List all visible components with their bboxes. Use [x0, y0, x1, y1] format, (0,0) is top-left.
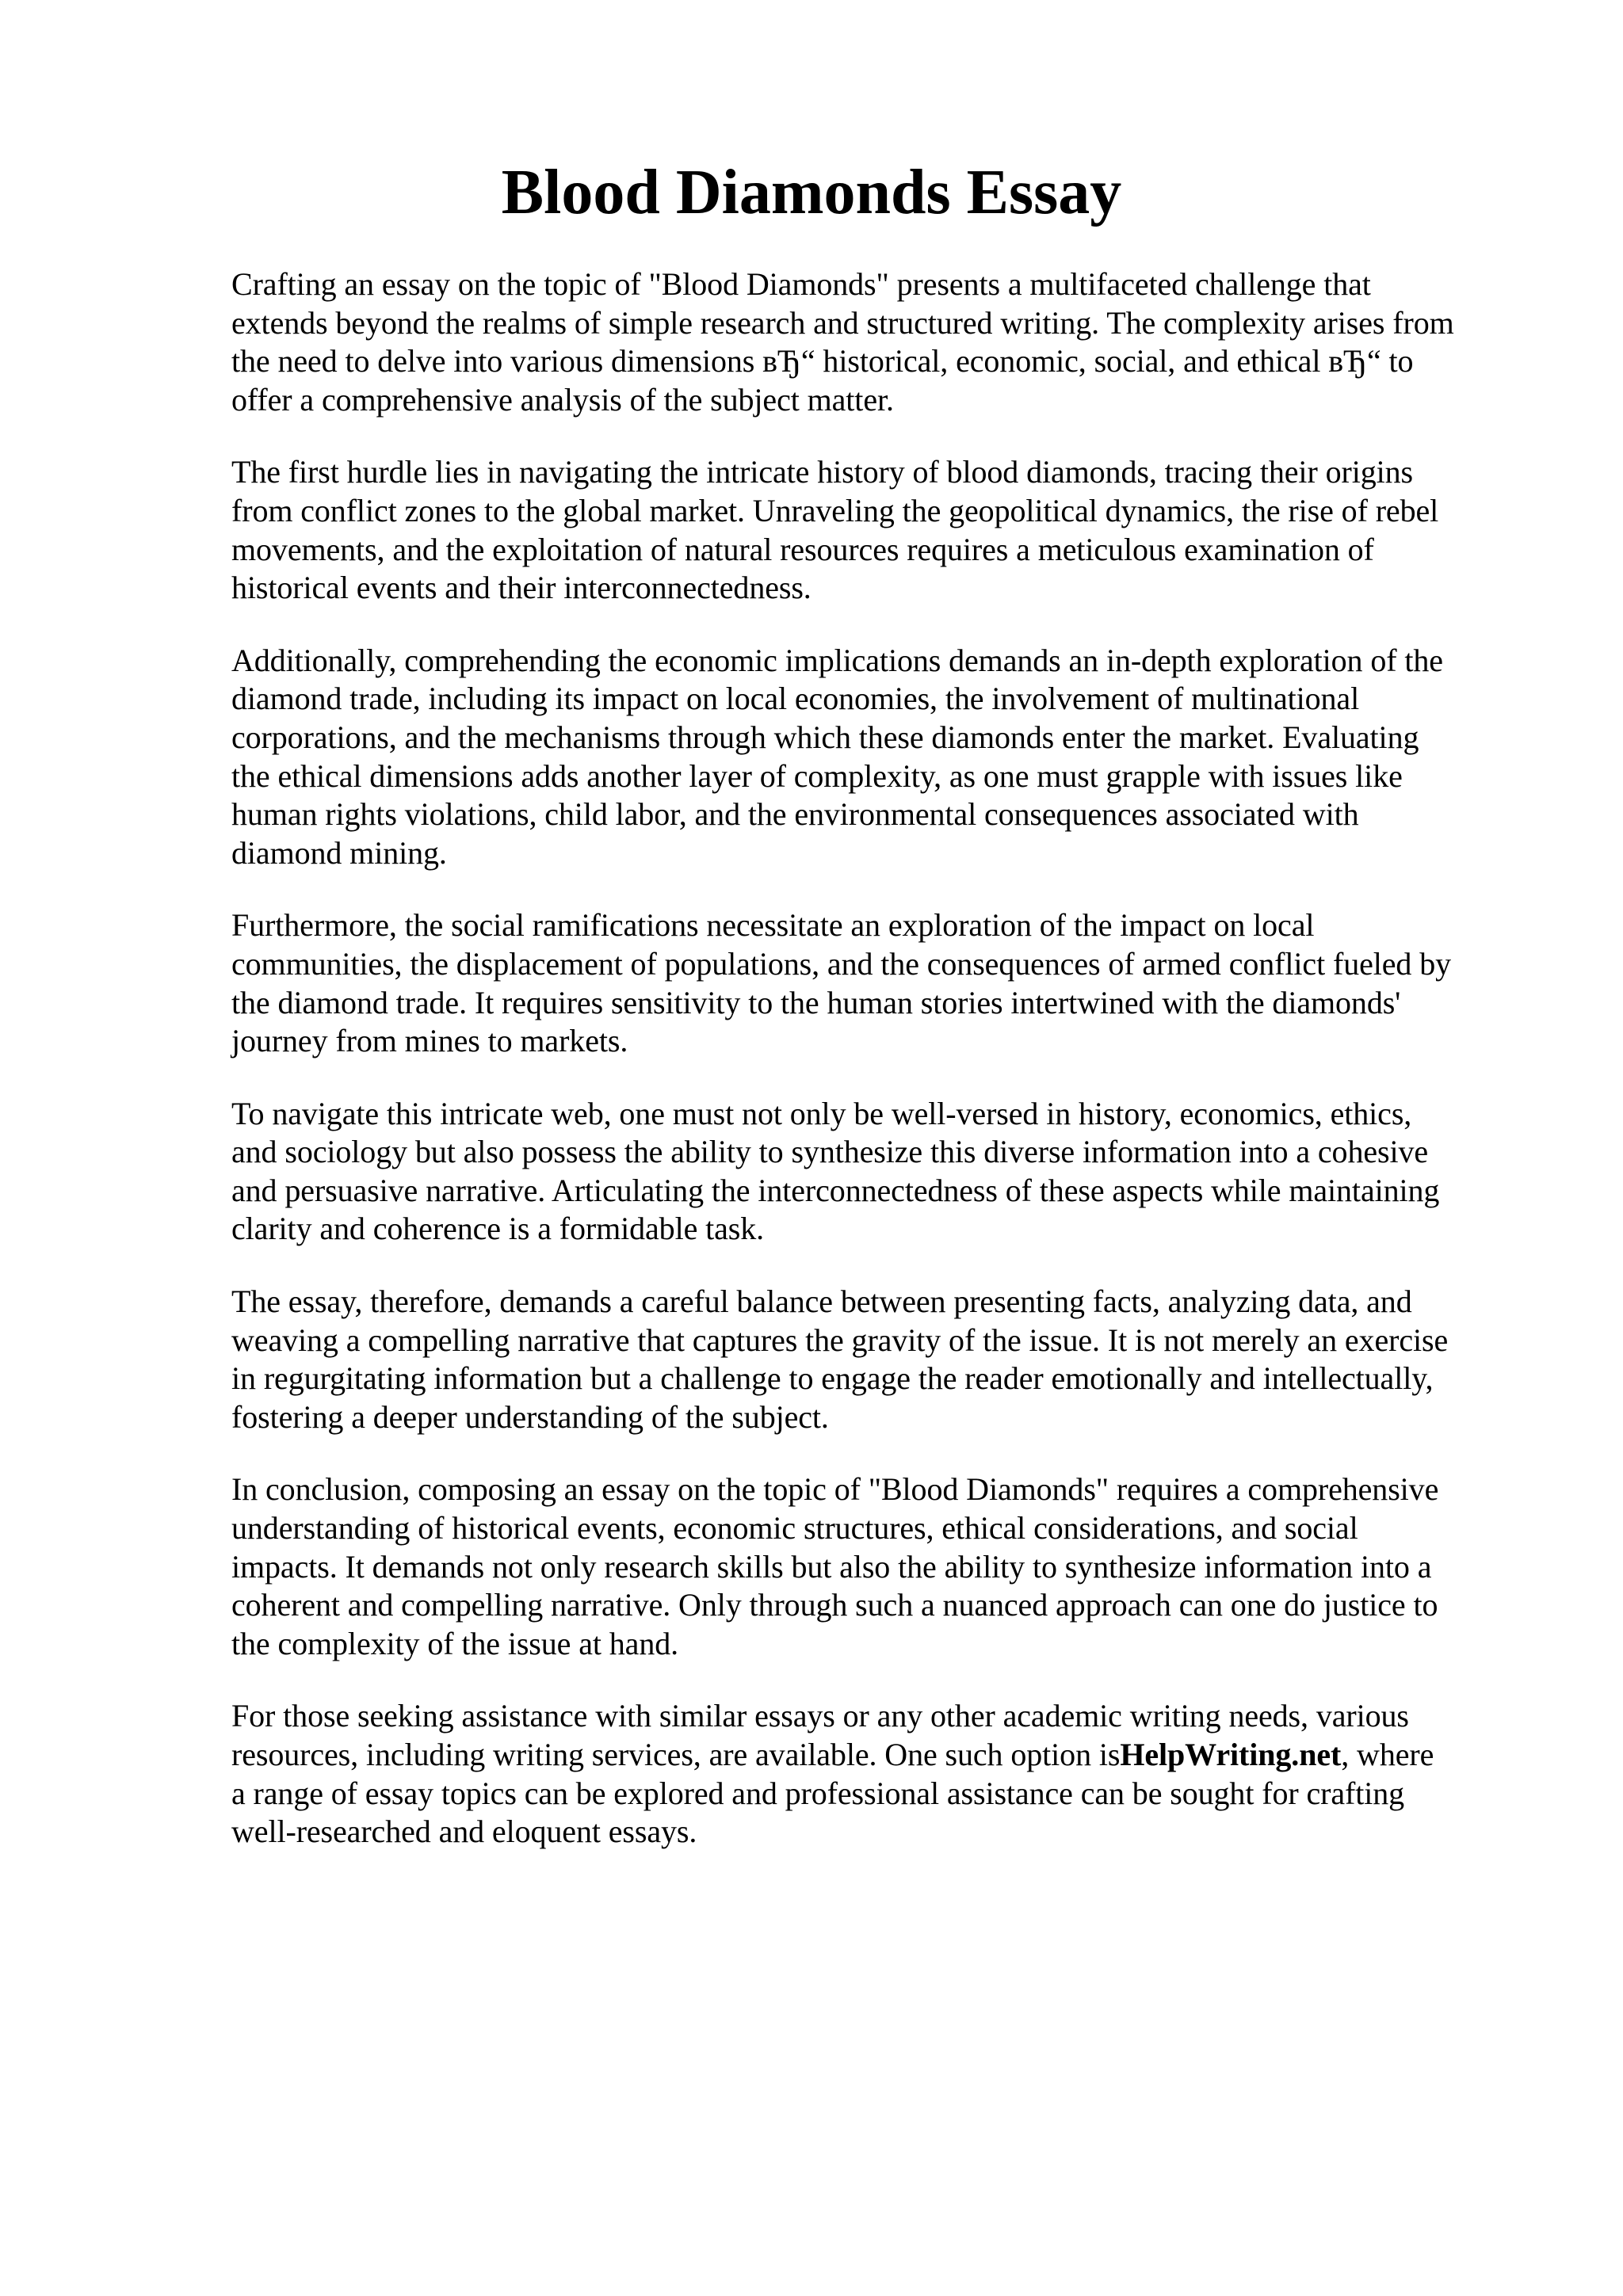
text-line: Furthermore, the social ramifications necessitate an exploration of the impact on local — [231, 907, 1315, 944]
text-line: historical events and their interconnectedness. — [231, 570, 812, 606]
text-line: and sociology but also possess the ability to synthesize this diverse information into a cohesive — [231, 1134, 1429, 1170]
text-line: from conflict zones to the global market. Unraveling the geopolitical dynamics, the rise of rebel — [231, 492, 1439, 528]
text-line: diamond trade, including its impact on local economies, the involvement of multinational — [231, 681, 1360, 717]
text-line: movements, and the exploitation of natural resources requires a meticulous examination of — [231, 531, 1374, 567]
text-line: the diamond trade. It requires sensitivity to the human stories intertwined with the diamonds' — [231, 984, 1401, 1020]
paragraph-7 — [231, 1470, 1519, 1663]
paragraph-5 — [231, 1095, 1519, 1249]
paragraph-4 — [231, 906, 1519, 1060]
paragraph-3 — [231, 642, 1519, 873]
text-segment: resources, including writing services, are available. One such option is — [231, 1737, 1121, 1772]
page-title: Blood Diamonds Essay — [501, 158, 1122, 227]
text-line: journey from mines to markets. — [231, 1023, 628, 1059]
text-line: For those seeking assistance with similar essays or any other academic writing needs, various — [231, 1698, 1409, 1734]
text-line: clarity and coherence is a formidable task. — [231, 1211, 765, 1247]
text-line: Crafting an essay on the topic of "Blood Diamonds" presents a multifaceted challenge that — [231, 266, 1371, 302]
paragraph-8 — [231, 1697, 1519, 1851]
text-line: corporations, and the mechanisms through which these diamonds enter the market. Evaluating — [231, 719, 1419, 755]
text-line: The first hurdle lies in navigating the intricate history of blood diamonds, tracing their origins — [231, 454, 1413, 490]
text-line: well-researched and eloquent essays. — [231, 1814, 697, 1850]
text-line: extends beyond the realms of simple research and structured writing. The complexity arises from — [231, 304, 1454, 341]
text-line: fostering a deeper understanding of the subject. — [231, 1398, 829, 1435]
text-line: diamond mining. — [231, 834, 447, 871]
text-line: The essay, therefore, demands a careful balance between presenting facts, analyzing data, and — [231, 1283, 1412, 1320]
text-line: communities, the displacement of populations, and the consequences of armed conflict fueled by — [231, 945, 1452, 982]
text-line — [231, 1736, 1519, 1775]
text-line: Additionally, comprehending the economic implications demands an in-depth exploration of the — [231, 642, 1443, 678]
text-line: the ethical dimensions adds another layer of complexity, as one must grapple with issues like — [231, 757, 1403, 794]
text-line: the need to delve into various dimensions вЂ“ historical, economic, social, and ethical вЂ“ to — [231, 343, 1414, 379]
text-line: coherent and compelling narrative. Only through such a nuanced approach can one do justice to — [231, 1587, 1438, 1623]
text-line: understanding of historical events, economic structures, ethical considerations, and social — [231, 1510, 1358, 1547]
text-line: human rights violations, child labor, and the environmental consequences associated with — [231, 796, 1359, 833]
paragraph-1 — [231, 265, 1519, 419]
text-line: weaving a compelling narrative that captures the gravity of the issue. It is not merely an exercise — [231, 1322, 1449, 1358]
text-line: offer a comprehensive analysis of the subject matter. — [231, 381, 894, 418]
text-segment: , where — [1341, 1737, 1434, 1772]
helpwriting-link[interactable]: HelpWriting.net — [1120, 1737, 1342, 1772]
text-line: impacts. It demands not only research skills but also the ability to synthesize information into a — [231, 1548, 1432, 1585]
text-line: To navigate this intricate web, one must not only be well-versed in history, economics, ethics, — [231, 1095, 1412, 1131]
paragraph-2 — [231, 453, 1519, 607]
text-line: the complexity of the issue at hand. — [231, 1625, 679, 1661]
text-line: and persuasive narrative. Articulating the interconnectedness of these aspects while maintaining — [231, 1172, 1440, 1208]
text-line: in regurgitating information but a challenge to engage the reader emotionally and intellectually, — [231, 1360, 1434, 1397]
text-line: In conclusion, composing an essay on the topic of "Blood Diamonds" requires a comprehensive — [231, 1471, 1439, 1508]
paragraph-6 — [231, 1283, 1519, 1436]
text-line: a range of essay topics can be explored and professional assistance can be sought for crafting — [231, 1775, 1405, 1811]
essay-body — [231, 265, 1519, 1886]
